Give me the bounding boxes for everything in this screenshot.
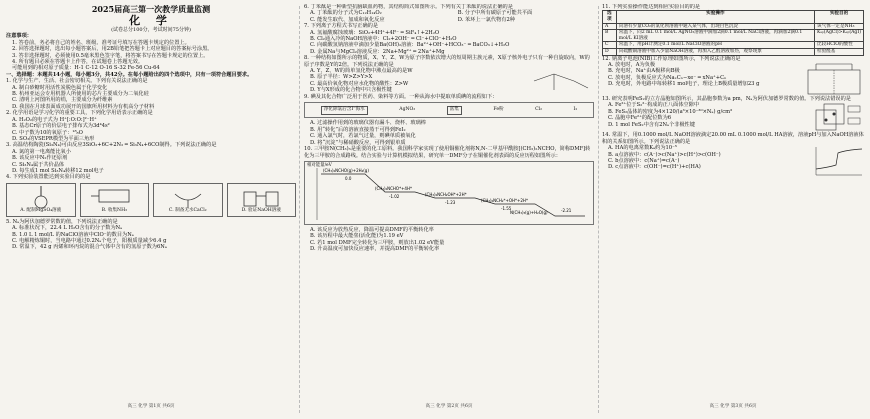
- state-label: (CH₃)₂NCHO(g)+2H₂(g): [323, 167, 369, 173]
- state-label: (CH₃)₂NCH₂*+OH*+2H*: [481, 197, 528, 203]
- notes-list: [6, 40, 296, 72]
- column-divider: [299, 6, 300, 413]
- question-7: 7. 下列离子方程式书写正确的是: [304, 23, 379, 30]
- subject-title: 化 学: [129, 14, 173, 27]
- energy-profile-figure: [304, 161, 594, 225]
- flow-reagent: Fe粉: [493, 107, 504, 113]
- option: A. 制白砂糖时用活性炭脱色属于化学变化: [12, 84, 108, 91]
- option: A. 过滤操作用到的玻璃仪器有漏斗、烧杯、玻璃棒: [310, 120, 426, 127]
- evaporating-dish-icon: [163, 184, 213, 210]
- note-item: 可能用到的相对原子质量：H-1 C-12 O-16 S-32 Fe-56 Cu-64: [12, 65, 160, 72]
- option: B. 该反应中N₂作还原剂: [12, 155, 68, 162]
- energy-value: -1.02: [389, 193, 400, 199]
- table-cell: 常温下，向2 mL 0.1 mol/L AgNO₃溶液中滴加2滴0.1 mol/L NaCl溶液，再滴加2滴0.1 mol/L KI溶液: [616, 30, 814, 42]
- option: C. 若1 mol DMF完全转化为三甲胺，则放出1.02 eV能量: [310, 239, 445, 246]
- option-column: [310, 10, 446, 23]
- page-1: [6, 4, 296, 412]
- option: C. 能发生取代、加成和氧化反应: [310, 16, 385, 23]
- question-1: 1. 化学与生产、生活、社会密切相关。下列有关说法正确的是: [6, 78, 148, 85]
- table-cell: Kₛₚ(AgCl)>Kₛₚ(AgI): [815, 30, 864, 42]
- option: A. 该反应为放热反应，降温可提高DMF的平衡转化率: [310, 226, 434, 233]
- option: A. HA的电离常数Kₐ约为10⁻⁵: [608, 145, 677, 152]
- page-3: [602, 4, 864, 412]
- energy-value: -2.21: [561, 207, 572, 213]
- option: D. 苯环上一氯代物有2种: [457, 16, 515, 23]
- option: B. 分子中所有碳原子可能共平面: [457, 10, 533, 17]
- option: C. 向碳酸氢钠溶液中滴加少量Ba(OH)₂溶液：Ba²⁺+OH⁻+HCO₃⁻ ═ BaCO₃↓+H₂O: [310, 42, 510, 49]
- question-9: 9. 碘及其化合物广泛用于医药、染料等方面。一种从海水中提取单质碘的流程如下：: [304, 94, 498, 101]
- option: C. 通入氯气时，若氯气过量，则碘单质被氧化: [310, 133, 416, 140]
- option: B. a点溶液中：c(A⁻)>c(Na⁺)>c(H⁺)>c(OH⁻): [608, 151, 721, 158]
- energy-axis-label: 相对能量/eV: [307, 162, 332, 168]
- apparatus-a: A. 配制MgSO₄溶液: [6, 183, 76, 217]
- apparatus-d: D. 验证NaOH溶液: [227, 183, 297, 217]
- flow-step: 净化除氯后含I⁻海水: [321, 106, 368, 114]
- option: A. 氮的第一电离能比氧小: [12, 148, 71, 155]
- table-row: [603, 30, 864, 42]
- molecular-structure-icon: [524, 68, 594, 94]
- state-label: (CH₃)₂NCHO*+4H*: [375, 185, 412, 191]
- page-footer: 高三 化学 第1页 共6页: [127, 403, 175, 409]
- option: D. 常温下，42 g 丙烯和环丙烷的混合气体中含有的氢原子数为6Nₐ: [12, 244, 167, 251]
- question-2-options: [6, 117, 296, 143]
- table-cell: D: [603, 48, 617, 55]
- experiment-table: [602, 10, 864, 55]
- option: D. 金属Na与MgCl₂溶液反应：2Na+Mg²⁺ ═ 2Na⁺+Mg: [310, 48, 445, 55]
- table-cell: B: [603, 30, 617, 42]
- energy-value: -1.55: [501, 205, 512, 211]
- question-5: 5. Nₐ为阿伏加德罗常数的值，下列说法正确的是: [6, 218, 118, 225]
- table-header-row: [603, 11, 864, 23]
- state-label: N(CH₃)₃(g)+H₂O(g): [510, 209, 548, 215]
- question-13: 13. 研究表明FeS₂的立方晶胞如图所示，其晶胞参数为a pm，Nₐ为阿伏加德罗常数的值。下列说法错误的是: [602, 95, 851, 102]
- question-6: 6. 丁苯酞是一种新型抗脑缺血药物，其结构简式如图所示。下列有关丁苯酞的说法正确的是: [304, 4, 513, 10]
- titration-curve-icon: [810, 145, 864, 179]
- question-6-options: [304, 10, 594, 23]
- question-10-options: [304, 227, 594, 253]
- option: A. Y、Z、W的简单氢化物中沸点最高的是W: [310, 68, 413, 75]
- table-cell: 向溶有少量CO₂的氯化钡溶液中通入某气体，出现白色沉淀: [616, 23, 814, 30]
- option: D. SO₃的VSEPR模型为平面三角形: [12, 135, 95, 142]
- battery-diagram-icon: [804, 62, 864, 96]
- table-row: [603, 23, 864, 30]
- question-7-options: [304, 30, 594, 56]
- energy-value: -1.23: [445, 199, 456, 205]
- question-3-options: [6, 149, 296, 175]
- question-12-body: [602, 62, 864, 96]
- beaker-icon: [236, 184, 286, 210]
- option: A. Fe²⁺位于S₂²⁻构成的正八面体空隙中: [608, 102, 699, 109]
- notes-heading: 注意事项：: [6, 33, 32, 40]
- column-divider: [598, 6, 599, 413]
- option: C. 晶胞中Fe²⁺的配位数为6: [608, 115, 672, 122]
- option: C. 放电时，负极反应式为NaₓCₙ−xe⁻ ═ xNa⁺+Cₙ: [608, 74, 727, 81]
- option: B. 基态Cr原子的价层电子排布式为3d⁴4s²: [12, 123, 110, 130]
- table-cell: C: [603, 42, 617, 49]
- exam-title: 2025届高三第一次教学质量监测: [91, 4, 211, 14]
- option: B. FeS₂晶体的密度为4×120/(a³×10⁻³⁰×Nₐ) g/cm³: [608, 108, 733, 115]
- flow-product: I₂: [573, 107, 578, 113]
- option: D. c点溶液中：c(OH⁻)=c(H⁺)+c(HA): [608, 164, 701, 171]
- question-8-body: [304, 68, 594, 94]
- question-1-options: [6, 85, 296, 111]
- question-11: 11. 下列实验操作能达到相应实验目的的是: [602, 4, 701, 10]
- option: D. Y与X形成的化合物中只含极性键: [310, 87, 392, 94]
- table-header: 实验目的: [815, 11, 864, 23]
- question-14-body: [602, 145, 864, 179]
- page-2: [304, 4, 594, 412]
- question-5-options: [6, 225, 296, 251]
- option: C. 中子数为10的氧原子：¹⁸₈O: [12, 129, 83, 136]
- option: A. 放电时，A为负极: [608, 61, 656, 68]
- question-4: 4. 下列实验装置能达到实验目的的是: [6, 174, 91, 181]
- option: B. 1.0 L 1 mol/L 的NaClO溶液中ClO⁻的数目为Nₐ: [12, 231, 134, 238]
- note-item: 1. 答卷前，务必将自己的姓名、班级、准考证号填写在答题卡规定的位置上。: [12, 39, 190, 46]
- volumetric-flask-icon: [16, 184, 66, 210]
- option: A. 氢氟酸腐蚀玻璃：SiO₂+4H⁺+4F⁻ ═ SiF₄↑+2H₂O: [310, 29, 440, 36]
- option: A. H₂O₂的电子式为 H⁺[:O:O:]²⁻H⁺: [12, 116, 97, 123]
- note-item: 3. 答非选择题时，必须使用0.5毫米黑色签字笔，将答案书写在答题卡规定的位置上。: [12, 52, 209, 59]
- option: C. 最高价氧化物对应水化物的酸性：Z>W: [310, 80, 409, 87]
- question-8: 8. 一种结构如图所示的物质，X、Y、Z、W为原子序数依次增大的短周期主族元素，X原子核外电子只有一种自旋取向，W的原子序数是Y的2倍。下列说法正确的是: [304, 55, 590, 68]
- flow-step: 富集: [447, 106, 462, 114]
- option: B. 该历程中最大能垒(活化能)为1.19 eV: [310, 233, 404, 240]
- table-row: [603, 42, 864, 49]
- option-column: [458, 10, 594, 23]
- flow-diagram: [304, 102, 594, 118]
- question-8-options: [304, 68, 524, 94]
- option: D. 1 mol FeS₂中含有2Nₐ个非极性键: [608, 121, 695, 128]
- table-cell: 检验醛基: [815, 48, 864, 55]
- section-heading: 一、选择题：本题共14小题，每小题3分，共42分。在每小题给出的四个选项中，只有一项符合题目要求。: [6, 71, 253, 78]
- exam-info: (试卷总分100分，考试时间75分钟): [111, 27, 191, 33]
- table-cell: 向硫酸铜溶液中加入少量NaOH溶液，再加入乙醛溶液加热，观察现象: [616, 48, 814, 55]
- energy-value: 0.0: [345, 175, 352, 181]
- question-9-options: [304, 120, 594, 146]
- option: C. 电解精炼铜时，当电路中通过0.2Nₐ个电子，阳极质量减少6.4 g: [12, 237, 167, 244]
- flow-reagent: Cl₂: [535, 107, 542, 113]
- gas-collection-icon: [89, 184, 139, 210]
- apparatus-figures: [6, 183, 296, 217]
- question-12-options: [602, 62, 804, 96]
- option: A. 丁苯酞的分子式为C₁₂H₁₄O₂: [310, 10, 382, 17]
- apparatus-c: C. 制备无水CaCl₂: [153, 183, 223, 217]
- option: D. 每生成1 mol Si₃N₄转移12 mol电子: [12, 167, 104, 174]
- question-14-options: [602, 145, 810, 179]
- apparatus-b: B. 收集NH₃: [80, 183, 150, 217]
- table-row: [603, 48, 864, 55]
- state-label: (CH₃)₂NCH₂OH*+2H*: [425, 191, 467, 197]
- option: B. 用“转化”后的溶液直接蒸干可得到FeI₂: [310, 126, 406, 133]
- option: D. 升高温度可加快反应速率，并提高DMF的平衡转化率: [310, 246, 440, 253]
- crystal-cell-icon: [808, 102, 864, 132]
- page-footer: 高三 化学 第3页 共6页: [709, 403, 757, 409]
- option: D. 将“沉淀”与稀硝酸反应，可得到银单质: [310, 139, 406, 146]
- question-14: 14. 常温下，用0.1000 mol/L NaOH溶液滴定20.00 mL 0.1000 mol/L HA溶液，溶液pH与加入NaOH溶液体积的关系如图所示。下列说法正确的是: [602, 132, 864, 145]
- table-cell: A: [603, 23, 617, 30]
- energy-profile-chart: [305, 162, 591, 222]
- option: C. 清明上河图所用的绢，主要成分为纤维素: [12, 97, 113, 104]
- option: D. 充电时，外电路中每转移1 mol电子，理论上B极质量增加23 g: [608, 81, 760, 88]
- question-3: 3. 高温结构陶瓷(Si₃N₄)可由反应3SiO₂+6C+2N₂ ═ Si₃N₄+6CO制得。下列说法正确的是: [6, 142, 217, 149]
- note-item: 4. 所有题目必须在答题卡上作答，在试题卷上答题无效。: [12, 59, 144, 66]
- option: B. 原子半径：W>Z>Y>X: [310, 74, 373, 81]
- option: C. Si₃N₄属于共价晶体: [12, 161, 65, 168]
- option: B. 充电时，Na⁺由A极移向B极: [608, 68, 680, 75]
- table-cell: 该气体一定是NH₃: [815, 23, 864, 30]
- table-header: 实验操作: [616, 11, 814, 23]
- question-12: 12. 钠离子电池(NIB)工作原理如图所示，下列说法正确的是: [602, 55, 741, 62]
- flow-reagent: AgNO₃: [399, 107, 416, 113]
- page-footer: 高三 化学 第2页 共6页: [425, 403, 473, 409]
- option: A. 标准状况下，22.4 L H₂O含有的分子数为Nₐ: [12, 225, 123, 232]
- question-2: 2. 化学用语是学习化学的重要工具，下列化学用语表示正确的是: [6, 110, 153, 117]
- option: B. 杭州亚运会专用机器人所使用的芯片主要成分为二氧化硅: [12, 91, 149, 98]
- question-13-options: [602, 102, 808, 132]
- table-cell: 比较HClO的酸性: [815, 42, 864, 49]
- note-item: 2. 回答选择题时，选出每小题答案后，用2B铅笔把答题卡上对应题目的答案标号涂黑。: [12, 46, 213, 53]
- option: B. Cl₂通入冷的NaOH溶液中：Cl₂+2OH⁻ ═ Cl⁻+ClO⁻+H₂O: [310, 36, 457, 43]
- option: D. 我国在月球表面成功展开的国旗所用材料为有机高分子材料: [12, 103, 155, 110]
- option: C. b点溶液中：c(Na⁺)=c(A⁻): [608, 158, 680, 164]
- question-13-body: [602, 102, 864, 132]
- question-10: 10. 三甲胺N(CH₃)₃是重要的化工原料。我国科学家实现了使用铜催化剂将N,N-二甲基甲酰胺[(CH₃)₂NCHO，简称DMF]转化为三甲胺的合成路线。结合实验与计算机模拟结果，研究单一DMF分子在铜催化剂表面的反应历程如图所示：: [304, 146, 591, 159]
- table-cell: 常温下，用pH计测定0.1 mol/L NaClO溶液的pH: [616, 42, 814, 49]
- table-header: 选项: [603, 11, 617, 23]
